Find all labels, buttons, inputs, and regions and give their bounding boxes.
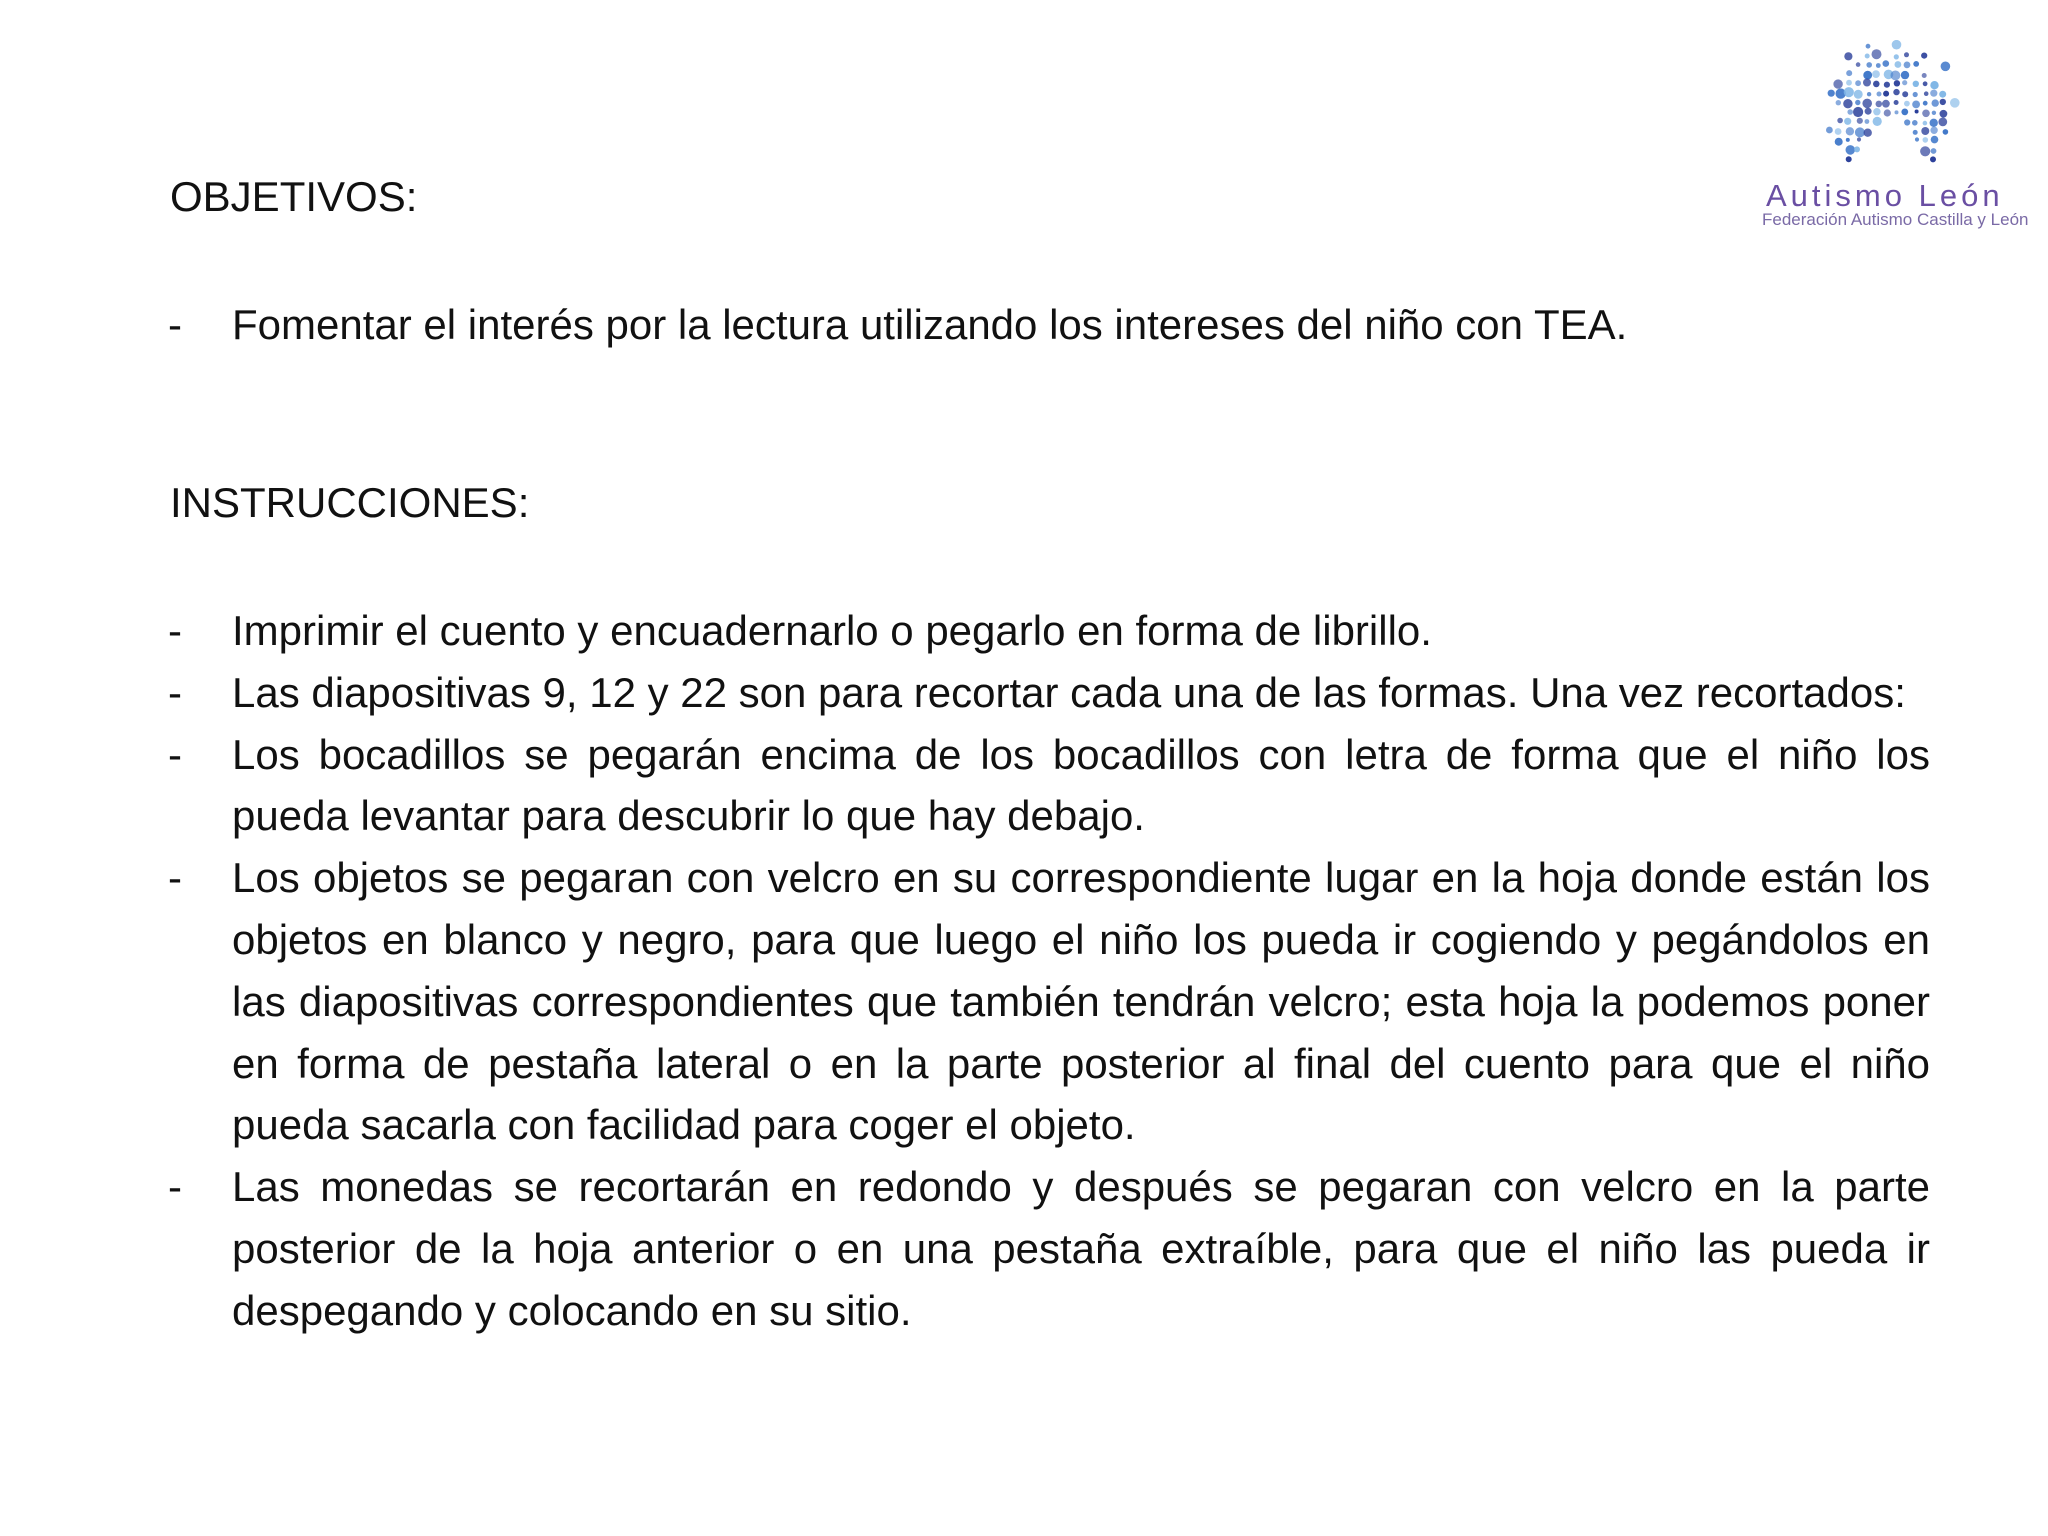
logo-dot: [1873, 81, 1880, 88]
instrucciones-item-text: Los bocadillos se pegarán encima de los bocadillos con letra de forma que el niño los pueda levantar para descubrir lo que hay debajo.: [232, 730, 1930, 840]
puzzle-figure-logo-icon: [1824, 40, 1964, 170]
logo-dot: [1930, 127, 1937, 134]
logo-dot: [1844, 118, 1851, 125]
logo-dot: [1913, 130, 1918, 135]
logo-dot: [1940, 99, 1946, 105]
logo-dot: [1877, 92, 1882, 97]
logo-dot: [1901, 71, 1909, 79]
logo-dot: [1921, 127, 1929, 135]
logo-dot: [1930, 90, 1937, 97]
logo-dot: [1904, 62, 1911, 69]
objetivos-heading: OBJETIVOS:: [170, 173, 418, 220]
logo-dot: [1904, 119, 1910, 125]
logo-dot: [1931, 148, 1937, 154]
logo-dot: [1902, 91, 1908, 97]
instrucciones-item-text: Las diapositivas 9, 12 y 22 son para recortar cada una de las formas. Una vez recortados:: [232, 668, 1906, 716]
instrucciones-item: [168, 600, 1930, 662]
logo-dot: [1913, 61, 1919, 67]
logo-dot: [1854, 90, 1863, 99]
logo-dot: [1873, 117, 1882, 126]
instrucciones-heading: INSTRUCCIONES:: [170, 479, 530, 526]
logo-dot: [1855, 100, 1860, 105]
logo-dot: [1904, 52, 1909, 57]
logo-dot: [1930, 119, 1938, 127]
logo-dot: [1904, 101, 1910, 107]
logo-dot: [1950, 98, 1960, 108]
logo-dot: [1901, 109, 1908, 116]
logo-dot: [1923, 101, 1928, 106]
logo-dot: [1923, 121, 1928, 126]
logo-dot: [1846, 145, 1856, 155]
logo-dot: [1847, 109, 1853, 115]
logo-dot: [1912, 120, 1918, 126]
instrucciones-item: [168, 1156, 1930, 1341]
logo-dot: [1833, 79, 1842, 88]
logo-dot: [1835, 138, 1843, 146]
logo-dot: [1938, 118, 1947, 127]
logo-dot: [1920, 146, 1930, 156]
logo-subtitle: Federación Autismo Castilla y León: [1762, 210, 2029, 229]
logo-dot: [1892, 40, 1902, 50]
bullet-dash: -: [168, 607, 182, 654]
logo-dot: [1854, 146, 1860, 152]
logo-dot: [1855, 127, 1865, 137]
logo-dot: [1922, 73, 1927, 78]
logo-dot: [1866, 44, 1871, 49]
instrucciones-item-text: Los objetos se pegaran con velcro en su correspondiente lugar en la hoja donde están los objetos en blanco y negro, para que luego el niño los pueda ir cogiendo y pegándolos en las diapositivas correspondientes que también tendrán velcro; esta hoja la podemos poner en forma de pestaña lateral o en la parte posterior al final del cuento para que el niño pueda sacarla con facilidad para coger el objeto.: [232, 854, 1930, 1149]
logo-dot: [1883, 91, 1889, 97]
logo-dot: [1931, 136, 1939, 144]
logo-dot: [1846, 138, 1850, 142]
objetivos-item-text: Fomentar el interés por la lectura utilizando los intereses del niño con TEA.: [232, 301, 1628, 348]
instrucciones-item: [168, 724, 1930, 848]
bullet-dash: -: [168, 301, 182, 348]
logo-dot: [1884, 109, 1891, 116]
logo-dot: [1826, 127, 1833, 134]
logo-dot: [1894, 100, 1899, 105]
logo-dot: [1873, 108, 1880, 115]
instrucciones-item-text: Las monedas se recortarán en redondo y después se pegaran con velcro en la parte posterior de la hoja anterior o en una pestaña extraíble, para que el niño las pueda ir despegando y colocando en su sitio.: [232, 1163, 1930, 1334]
logo-dot: [1876, 101, 1883, 108]
logo-dot: [1828, 90, 1835, 97]
logo-dot: [1915, 110, 1919, 114]
logo-dot: [1940, 110, 1948, 118]
logo-dot: [1843, 99, 1852, 108]
logo-dot: [1857, 118, 1863, 124]
logo-dot: [1835, 128, 1842, 135]
logo-dot: [1855, 80, 1861, 86]
instrucciones-item: [168, 662, 1930, 724]
logo-dot: [1872, 49, 1882, 59]
logo-dot: [1846, 80, 1852, 86]
logo-dot: [1894, 54, 1899, 59]
logo-dot: [1902, 80, 1907, 85]
logo-name: Autismo León: [1766, 178, 2004, 213]
logo-dot: [1882, 100, 1890, 108]
logo-dot: [1844, 52, 1852, 60]
logo-dot: [1930, 156, 1936, 162]
bullet-dash: -: [168, 730, 182, 778]
logo-dot: [1863, 71, 1872, 80]
logo-dot: [1915, 137, 1919, 141]
logo-dot: [1863, 79, 1871, 87]
logo-dot: [1857, 137, 1861, 141]
logo-dot: [1913, 92, 1918, 97]
logo-dot: [1939, 91, 1946, 98]
logo-dot: [1894, 80, 1900, 86]
bullet-dash: -: [168, 854, 182, 902]
logo-dot: [1836, 100, 1841, 105]
instrucciones-item: [168, 847, 1930, 1156]
instrucciones-item-text: Imprimir el cuento y encuadernarlo o pegarlo en forma de librillo.: [232, 607, 1432, 654]
logo-dot: [1846, 156, 1852, 162]
bullet-dash: -: [168, 1163, 182, 1211]
logo-dot: [1923, 137, 1929, 143]
logo-dot: [1867, 92, 1871, 96]
logo-dot: [1853, 107, 1863, 117]
logo-dot: [1923, 81, 1928, 86]
logo-dot: [1921, 53, 1927, 59]
logo-dot: [1932, 99, 1939, 106]
objetivos-item: [168, 294, 1930, 356]
logo-dot: [1884, 82, 1890, 88]
logo-dot: [1943, 129, 1949, 135]
logo-dot: [1865, 54, 1870, 59]
logo-dot: [1895, 110, 1899, 114]
logo-dot: [1883, 60, 1890, 67]
logo-dot: [1862, 99, 1872, 109]
logo-dot: [1891, 71, 1901, 81]
logo-dot: [1876, 63, 1881, 68]
bullet-dash: -: [168, 668, 182, 716]
instrucciones-list: [168, 600, 1930, 1342]
logo-dot: [1865, 119, 1870, 124]
logo-dot: [1846, 70, 1852, 76]
autismo-leon-logo: [1758, 40, 2028, 240]
logo-dot: [1872, 70, 1880, 78]
logo-dot: [1932, 111, 1936, 115]
logo-dot: [1864, 129, 1872, 137]
logo-dot: [1866, 62, 1872, 68]
logo-dot: [1912, 101, 1920, 109]
logo-dot: [1913, 81, 1919, 87]
objetivos-list: [168, 294, 1930, 356]
logo-dot: [1924, 91, 1929, 96]
logo-dot: [1846, 127, 1854, 135]
logo-dot: [1865, 108, 1872, 115]
logo-dot: [1856, 62, 1861, 67]
logo-dot: [1837, 118, 1843, 124]
logo-dot: [1930, 81, 1938, 89]
logo-dot: [1844, 87, 1854, 97]
logo-dot: [1895, 61, 1902, 68]
logo-dot: [1893, 89, 1899, 95]
logo-dot: [1922, 110, 1930, 118]
logo-dot: [1941, 62, 1951, 72]
